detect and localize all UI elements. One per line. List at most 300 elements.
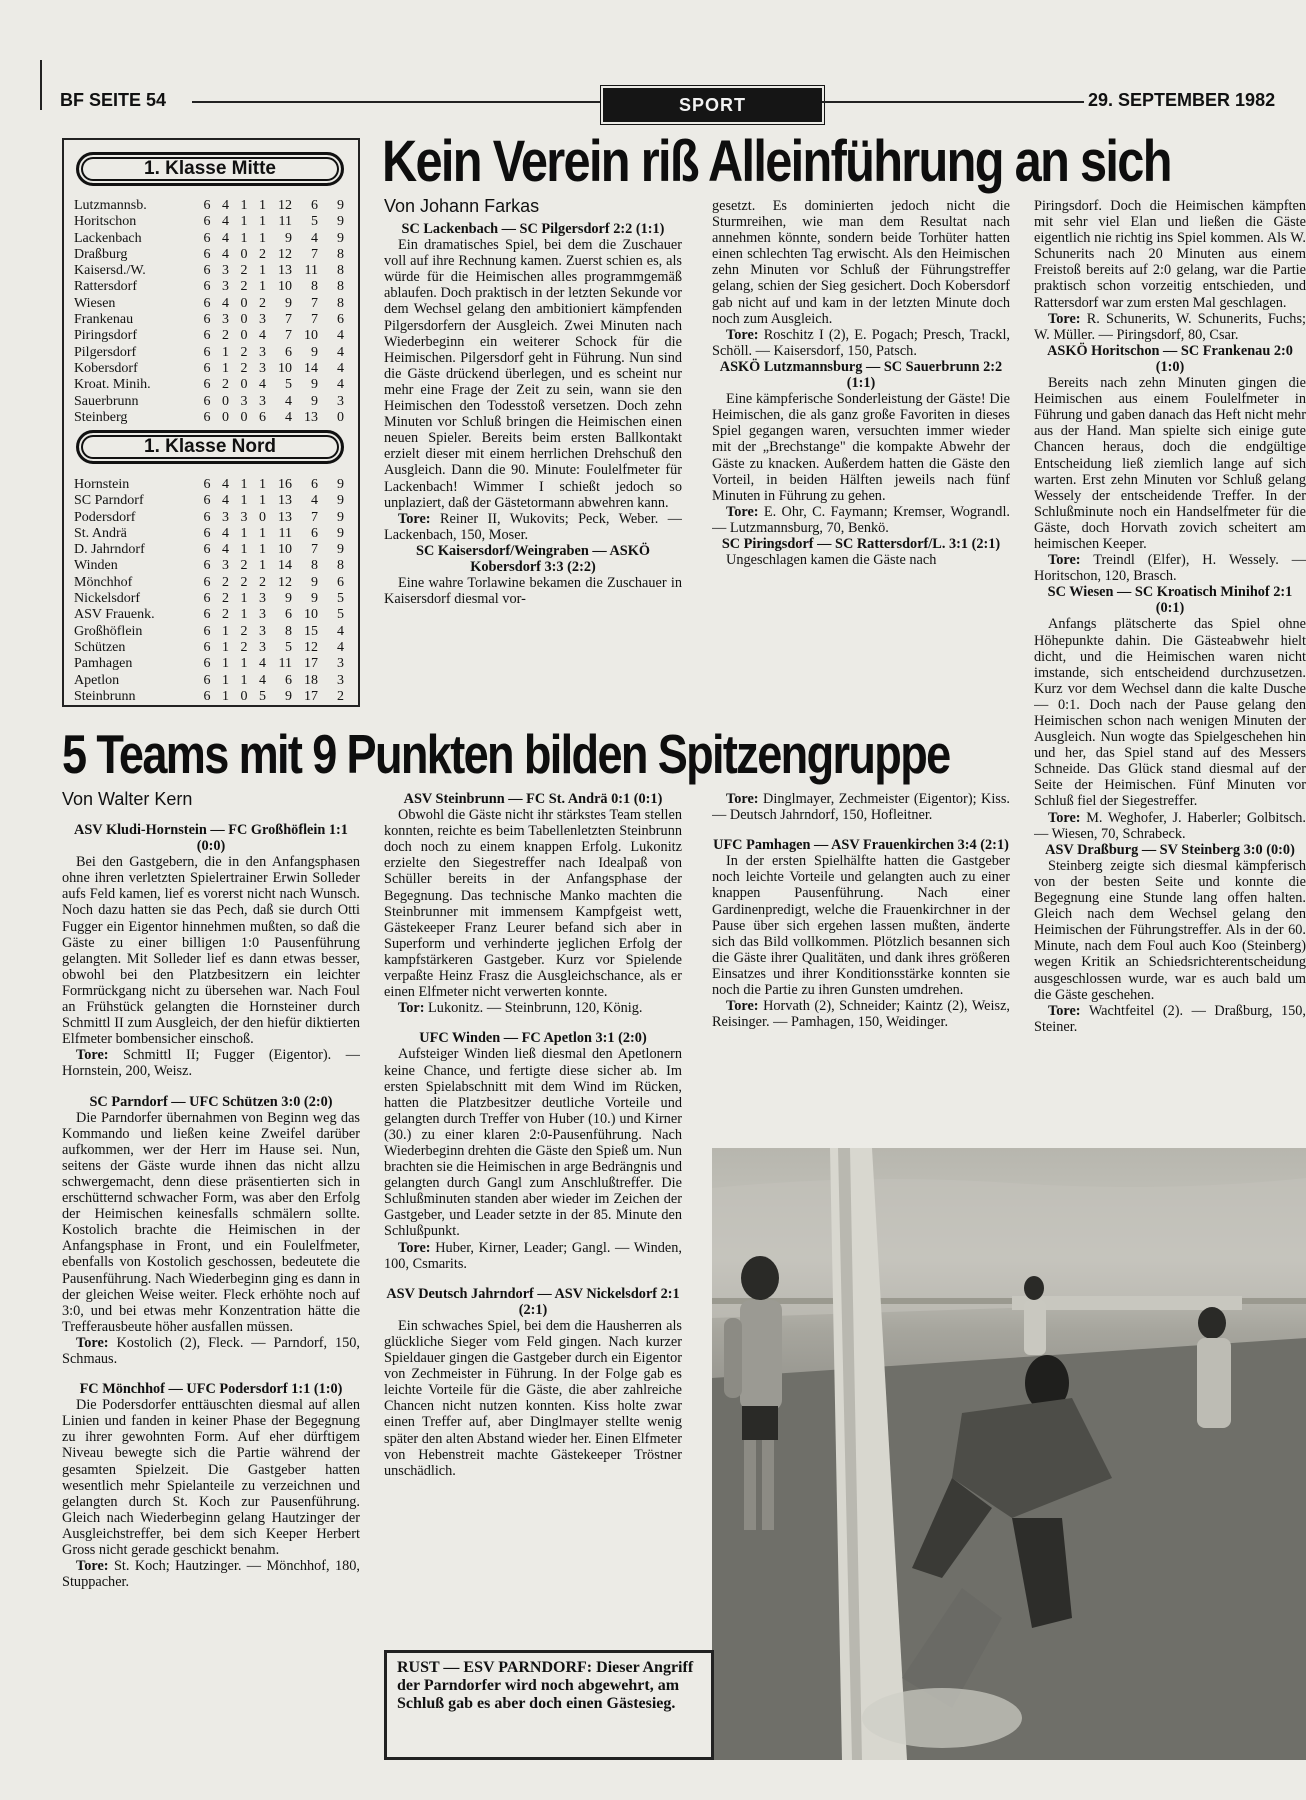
- table-row: [74, 575, 352, 591]
- table-cell: 10: [278, 279, 292, 295]
- table-cell: 2: [240, 360, 248, 376]
- table-cell: 0: [240, 246, 248, 262]
- table-cell: 9: [337, 198, 344, 213]
- team-name: Draßburg: [74, 246, 128, 262]
- table-cell: 11: [278, 525, 292, 541]
- table-cell: 3: [222, 558, 229, 574]
- table-cell: 16: [278, 477, 292, 492]
- table-cell: 10: [304, 328, 318, 344]
- table-cell: 6: [311, 198, 318, 213]
- match-photo: [712, 1148, 1306, 1760]
- match-heading: ASV Draßburg — SV Steinberg 3:0 (0:0): [1045, 841, 1295, 858]
- team-name: Kaisersd./W.: [74, 263, 146, 279]
- table-cell: 6: [203, 509, 211, 525]
- table-cell: 4: [222, 198, 229, 213]
- table-cell: 3: [222, 509, 229, 525]
- table-cell: 6: [285, 344, 292, 360]
- table-cell: 1: [240, 607, 248, 623]
- goals-text: Lukonitz. — Steinbrunn, 120, König.: [424, 1000, 643, 1017]
- team-name: Kobersdorf: [74, 360, 138, 376]
- goals-line: [1034, 552, 1306, 584]
- table-cell: 6: [203, 295, 211, 311]
- goals-label: Tore:: [1048, 809, 1081, 826]
- table-cell: 4: [222, 493, 229, 509]
- goals-text: Reiner II, Wukovits; Peck, Weber. — Lackenbach, 150, Moser.: [384, 510, 682, 543]
- table-cell: 1: [259, 542, 266, 558]
- table-cell: 5: [285, 639, 292, 655]
- table-cell: 4: [285, 409, 292, 425]
- goals-label: Tore:: [76, 1334, 109, 1351]
- table-row: [74, 510, 352, 526]
- team-name: SC Parndorf: [74, 493, 144, 509]
- goals-text: Kostolich (2), Fleck. — Parndorf, 150, Schmaus.: [62, 1334, 360, 1367]
- table-cell: 7: [311, 542, 318, 558]
- table-cell: 17: [304, 688, 318, 704]
- table-cell: 3: [337, 656, 344, 672]
- table-cell: 0: [240, 328, 248, 344]
- team-name: Hornstein: [74, 477, 130, 492]
- table-cell: 6: [337, 574, 344, 590]
- table-row: [74, 640, 352, 656]
- team-name: Sauerbrunn: [74, 393, 139, 409]
- standings-box: [62, 138, 360, 707]
- column-gap: [384, 1272, 682, 1286]
- table-cell: 2: [240, 279, 248, 295]
- table-cell: 9: [337, 477, 344, 492]
- table-row: [74, 328, 352, 344]
- table-cell: 2: [259, 295, 266, 311]
- table-cell: 6: [203, 246, 211, 262]
- section-label: SPORT: [603, 88, 822, 122]
- table-cell: 9: [311, 377, 318, 393]
- table-cell: 8: [311, 279, 318, 295]
- table-cell: 0: [240, 295, 248, 311]
- goals-text: St. Koch; Hautzinger. — Mönchhof, 180, Stuppacher.: [62, 1558, 360, 1591]
- table-row: [74, 394, 352, 410]
- table-cell: 11: [304, 263, 318, 279]
- table-cell: 2: [337, 688, 344, 704]
- table-row: [74, 656, 352, 672]
- table-cell: 6: [203, 623, 211, 639]
- goals-label: Tore:: [726, 998, 759, 1015]
- table-cell: 15: [304, 623, 318, 639]
- table-cell: 10: [278, 542, 292, 558]
- table-row: [74, 477, 352, 493]
- table-cell: 2: [222, 607, 229, 623]
- table-cell: 5: [285, 377, 292, 393]
- article-paragraph: Eine wahre Torlawine bekamen die Zuschauer in Kaisersdorf diesmal vor-: [384, 575, 682, 608]
- table-cell: 1: [259, 279, 266, 295]
- article-paragraph: Aufsteiger Winden ließ diesmal den Apetlonern keine Chance, und fertigte diese sicher ab. Im ersten Spielabschnitt mit dem Wind im Rücken, hatten die Platzbesitzer deutliche Vorteile und gelangten durch Treffer von Huber (10.) und Kirner (30.) zu einer klaren 2:0-Pausenführung. Nach Wiederbeginn drehten die Gäste den Spieß um. Nun brachten sie die Heimischen in arge Bedrängnis und gelangten durch Gangl zum Anschlußtreffer. Die Schlußminuten standen aber wieder im Zeichen der Gastgeber, und Leader setzte in der 85. Minute den Schlußpunkt.: [384, 1046, 682, 1240]
- table-cell: 1: [259, 477, 266, 492]
- table-cell: 6: [203, 198, 211, 213]
- table-cell: 4: [259, 656, 266, 672]
- table-cell: 7: [311, 312, 318, 328]
- table-cell: 6: [311, 477, 318, 492]
- goals-line: [712, 327, 1010, 359]
- table-cell: 4: [311, 493, 318, 509]
- article-paragraph: gesetzt. Es dominierten jedoch nicht die Sturmreihen, wie man dem Resultat nach annehmen könnte, sondern beide Torhüter hatten einen schlechten Tag erwischt. Als den Heimischen zehn Minuten vor Schluß der Führungstreffer gelang, schien der Sieg gesichert. Doch Kobersdorf gab nicht auf und kam in der letzten Minute doch noch zum Ausgleich.: [712, 198, 1010, 327]
- article-paragraph: In der ersten Spielhälfte hatten die Gastgeber noch leichte Vorteile und gelangten auch zu einer knappen Pausenführung. Nach einer Gardinenpredigt, welche die Frauenkirchner in der Pause über sich ergehen lassen mußten, änderte sich das Bild vollkommen. Plötzlich besannen sich die Gäste ihrer Qualitäten, und dank ihres größeren Einsatzes und ihrer Konditionsstärke konnten sie noch die Partie zu ihren Gunsten umdrehen.: [712, 853, 1010, 999]
- team-name: Kroat. Minih.: [74, 377, 151, 393]
- team-name: Horitschon: [74, 214, 137, 230]
- article-paragraph: Bei den Gastgebern, die in den Anfangsphasen ohne ihren verletzten Spielertrainer Erwin Solleder aufs Feld kamen, lief es vorerst nicht nach Wunsch. Noch dazu hatten sie das Pech, daß sie durch Otti Fugger ein Eigentor hinnehmen mußten, so daß die Gäste zu einer billigen 1:0 Pausenführung gelangten. Mit Solleder lief es dann etwas besser, obwohl bei den Platzbesitzern ein leichter Formrückgang nicht zu übersehen war. Nach Foul an Frühstück gelangten die Hornsteiner durch Schmittl II zum Ausgleich, der den hiefür diktierten Elfmeter bombensicher einschoß.: [62, 854, 360, 1048]
- table-cell: 9: [311, 393, 318, 409]
- table-cell: 7: [311, 246, 318, 262]
- article-paragraph: Obwohl die Gäste nicht ihr stärkstes Team stellen konnten, reichte es beim Tabellenletzten Steinbrunn doch noch zu einem knappen Erfolg. Lukonitz erzielte den Siegestreffer nach Idealpaß von Schüller bereits in der Anfangsphase der Begegnung. Das technische Manko machten die Steinbrunner mit immensem Kampfgeist wett, Gästekeeper Franz Leurer befand sich aber in Superform und verhinderte jeglichen Erfolg der kampfstärkeren Gastgeber. Kurz vor Spielende verpaßte Heinz Frasz die Ausgleichschance, als er einen Elfmeter nicht verwerten konnte.: [384, 807, 682, 1001]
- table-cell: 6: [203, 607, 211, 623]
- table-row: [74, 493, 352, 509]
- goals-label: Tore:: [398, 510, 431, 527]
- article-paragraph: Die Parndorfer übernahmen von Beginn weg das Kommando und ließen keine Zweifel darüber aufkommen, wer der Herr im Hause sei. Nun, seitens der Gäste wurde ihnen das nicht allzu schwergemacht, denn diese präsentierten sich in erschütternd schwacher Form, was aber den Erfolg der Heimischen keinesfalls schmälern sollte. Kostolich brachte die Heimischen in der Anfangsphase in Front, und ein Foulelfmeter, ebenfalls von Kostolich geschossen, bedeutete die Pausenführung. Nach Wiederbeginn ging es dann in der gleichen Weise weiter. Fleck erhöhte noch auf 3:0, und bei etwas mehr Konzentration hätte die Trefferausbeute höher ausfallen müssen.: [62, 1109, 360, 1335]
- table-row: [74, 296, 352, 312]
- table-row: [74, 247, 352, 263]
- table-cell: 4: [337, 328, 344, 344]
- table-cell: 3: [337, 672, 344, 688]
- match-heading: SC Kaisersdorf/Weingraben — ASKÖ Kobersdorf 3:3 (2:2): [416, 542, 650, 575]
- table-cell: 1: [259, 214, 266, 230]
- table-cell: 8: [337, 279, 344, 295]
- table-cell: 1: [259, 230, 266, 246]
- table-cell: 2: [240, 639, 248, 655]
- table-cell: 2: [240, 623, 248, 639]
- table-cell: 9: [285, 591, 292, 607]
- table-cell: 9: [285, 688, 292, 704]
- table-row: [74, 607, 352, 623]
- table-cell: 9: [311, 591, 318, 607]
- table-cell: 6: [203, 409, 211, 425]
- table-cell: 6: [203, 493, 211, 509]
- table-cell: 5: [259, 688, 266, 704]
- table-row: [74, 591, 352, 607]
- table-cell: 0: [240, 409, 248, 425]
- column-gap: [62, 1367, 360, 1381]
- table-cell: 2: [259, 574, 266, 590]
- team-name: Lackenbach: [74, 230, 142, 246]
- table-cell: 0: [240, 377, 248, 393]
- table-cell: 6: [203, 279, 211, 295]
- match-heading: UFC Pamhagen — ASV Frauenkirchen 3:4 (2:1): [713, 837, 1009, 854]
- match-heading: ASV Kludi-Hornstein — FC Großhöflein 1:1 (0:0): [74, 822, 348, 855]
- table-cell: 4: [311, 230, 318, 246]
- goals-text: Horvath (2), Schneider; Kaintz (2), Weisz, Reisinger. — Pamhagen, 150, Weidinger.: [712, 998, 1010, 1031]
- standings-mitte: [74, 198, 352, 426]
- table-cell: 13: [278, 509, 292, 525]
- table-cell: 3: [259, 393, 266, 409]
- page-left-edge-mark: [40, 60, 42, 110]
- table-cell: 6: [203, 574, 211, 590]
- standings-nord: [74, 477, 352, 705]
- table-cell: 0: [222, 393, 229, 409]
- table-cell: 4: [259, 377, 266, 393]
- table-cell: 10: [304, 607, 318, 623]
- team-name: Steinbrunn: [74, 688, 136, 704]
- table-cell: 6: [203, 263, 211, 279]
- table-cell: 0: [337, 409, 344, 425]
- article-paragraph: Anfangs plätscherte das Spiel ohne Höhepunkte dahin. Die Gästeabwehr hielt dicht, und die Heimischen waren nicht imstande, sich entscheidend durchzusetzen. Kurz vor dem Wechsel dann die kalte Dusche — 0:1. Doch nach der Pause gelang den Heimischen schon nach wenigen Minuten der Ausgleich. Nun wogte das Spielgeschehen hin und her, das Spiel stand auf des Messers Schneide. Das Glück stand diesmal auf der Seite der Heimischen. Fünf Minuten vor Schluß fiel der Siegestreffer.: [1034, 616, 1306, 810]
- article2-column-2: [384, 791, 682, 1641]
- header-rule-right: [822, 101, 1084, 103]
- table-cell: 6: [285, 672, 292, 688]
- match-heading: SC Piringsdorf — SC Rattersdorf/L. 3:1 (2:1): [721, 535, 1001, 552]
- goals-line: [384, 511, 682, 543]
- goals-label: Tore:: [726, 326, 759, 343]
- table-cell: 3: [240, 509, 248, 525]
- goals-line: [384, 1240, 682, 1272]
- table-cell: 9: [337, 542, 344, 558]
- table-cell: 1: [222, 688, 229, 704]
- table-cell: 6: [203, 312, 211, 328]
- team-name: Podersdorf: [74, 509, 136, 525]
- goals-line: [1034, 1003, 1306, 1035]
- table-cell: 1: [259, 558, 266, 574]
- goals-label: Tore:: [1048, 310, 1081, 327]
- table-cell: 3: [222, 279, 229, 295]
- table-row: [74, 198, 352, 214]
- team-name: Winden: [74, 558, 118, 574]
- team-name: Wiesen: [74, 295, 116, 311]
- table-cell: 6: [285, 607, 292, 623]
- table-row: [74, 345, 352, 361]
- article-paragraph: Ein schwaches Spiel, bei dem die Hausherren als glückliche Sieger vom Feld gingen. Nach kurzer Spieldauer gingen die Gastgeber durch ein Eigentor von Zechmeister in Führung. In der Folge gab es leichte Vorteile für die Gäste, die aber zahlreiche Chancen nicht nutzen konnten. Kiss holte zwar einen Treffer auf, aber Dinglmayer stellte wenig später den alten Abstand wieder her. Einen Elfmeter von Hebenstreit machte Gästekeeper Tröstner unschädlich.: [384, 1317, 682, 1479]
- team-name: Pilgersdorf: [74, 344, 137, 360]
- table-cell: 6: [203, 672, 211, 688]
- table-cell: 4: [222, 214, 229, 230]
- goals-label: Tore:: [726, 503, 759, 520]
- goals-line: [62, 1335, 360, 1367]
- table-cell: 3: [259, 360, 266, 376]
- table-cell: 2: [259, 246, 266, 262]
- table-cell: 2: [240, 344, 248, 360]
- column-gap: [62, 1080, 360, 1094]
- article1-column-3: [1034, 198, 1306, 1128]
- match-heading: FC Mönchhof — UFC Podersdorf 1:1 (1:0): [79, 1381, 343, 1398]
- table-cell: 3: [337, 393, 344, 409]
- table-cell: 9: [285, 230, 292, 246]
- team-name: Apetlon: [74, 672, 120, 688]
- team-name: Großhöflein: [74, 623, 143, 639]
- table-cell: 1: [222, 672, 229, 688]
- byline-1: Von Johann Farkas: [384, 196, 540, 216]
- table-row: [74, 263, 352, 279]
- issue-date: 29. SEPTEMBER 1982: [1088, 90, 1276, 110]
- table-cell: 4: [285, 393, 292, 409]
- goals-text: M. Weghofer, J. Haberler; Golbitsch. — Wiesen, 70, Schrabeck.: [1034, 809, 1306, 842]
- table-cell: 18: [304, 672, 318, 688]
- table-cell: 3: [240, 393, 248, 409]
- table-cell: 4: [337, 360, 344, 376]
- goals-text: Schmittl II; Fugger (Eigentor). — Hornstein, 200, Weisz.: [62, 1047, 360, 1080]
- match-heading: ASKÖ Lutzmannsburg — SC Sauerbrunn 2:2 (1:1): [719, 358, 1003, 392]
- table-row: [74, 361, 352, 377]
- team-name: Nickelsdorf: [74, 591, 141, 607]
- table-cell: 4: [259, 672, 266, 688]
- table-cell: 5: [337, 591, 344, 607]
- table-cell: 6: [203, 344, 211, 360]
- table-title-mitte: 1. Klasse Mitte: [76, 152, 344, 186]
- table-cell: 12: [278, 574, 292, 590]
- match-heading: SC Lackenbach — SC Pilgersdorf 2:2 (1:1): [401, 221, 665, 237]
- table-cell: 1: [240, 656, 248, 672]
- table-cell: 6: [203, 230, 211, 246]
- table-cell: 6: [203, 688, 211, 704]
- table-cell: 1: [240, 198, 248, 213]
- table-cell: 3: [222, 263, 229, 279]
- table-cell: 10: [278, 360, 292, 376]
- goals-text: Roschitz I (2), E. Pogach; Presch, Trackl, Schöll. — Kaisersdorf, 150, Patsch.: [712, 326, 1010, 359]
- table-cell: 3: [259, 312, 266, 328]
- article2-column-3: [712, 791, 1010, 1136]
- goals-line: [62, 1047, 360, 1079]
- table-cell: 9: [337, 525, 344, 541]
- table-cell: 4: [337, 377, 344, 393]
- table-cell: 0: [259, 509, 266, 525]
- article-paragraph: Eine kämpferische Sonderleistung der Gäste! Die Heimischen, die als ganz große Favoriten in dieses Spiel gegangen waren, versuchten immer wieder mit der „Brechstange" die kompakte Abwehr der Gäste zu knacken. Außerdem hatten die Gäste den Vorteil, in beiden Hälften jeweils nach fünf Minuten in Führung zu gehen.: [712, 391, 1010, 504]
- team-name: Schützen: [74, 639, 126, 655]
- table-cell: 3: [222, 312, 229, 328]
- table-cell: 6: [311, 525, 318, 541]
- table-cell: 6: [203, 377, 211, 393]
- table-cell: 6: [203, 639, 211, 655]
- table-row: [74, 231, 352, 247]
- goals-text: Huber, Kirner, Leader; Gangl. — Winden, 100, Csmarits.: [384, 1239, 682, 1272]
- table-cell: 8: [311, 558, 318, 574]
- match-photo-image: [712, 1148, 1306, 1760]
- table-cell: 9: [311, 574, 318, 590]
- goals-line: [1034, 311, 1306, 343]
- table-cell: 4: [337, 639, 344, 655]
- table-cell: 3: [259, 591, 266, 607]
- goals-line: [712, 791, 1010, 823]
- goals-line: [712, 998, 1010, 1030]
- table-cell: 13: [278, 493, 292, 509]
- table-row: [74, 377, 352, 393]
- table-cell: 5: [311, 214, 318, 230]
- goals-label: Tor:: [398, 1000, 425, 1017]
- goals-text: Dinglmayer, Zechmeister (Eigentor); Kiss. — Deutsch Jahrndorf, 150, Hofleitner.: [712, 791, 1010, 824]
- table-cell: 12: [278, 198, 292, 213]
- table-cell: 6: [203, 558, 211, 574]
- table-cell: 2: [240, 558, 248, 574]
- table-cell: 12: [304, 639, 318, 655]
- table-cell: 3: [259, 344, 266, 360]
- table-cell: 1: [259, 525, 266, 541]
- goals-line: [384, 1000, 682, 1016]
- table-cell: 9: [337, 214, 344, 230]
- headline-1: Kein Verein riß Alleinführung an sich: [382, 129, 1171, 194]
- table-cell: 14: [304, 360, 318, 376]
- table-cell: 9: [337, 230, 344, 246]
- table-cell: 13: [278, 263, 292, 279]
- table-row: [74, 689, 352, 705]
- table-cell: 2: [240, 263, 248, 279]
- table-cell: 4: [222, 295, 229, 311]
- table-cell: 1: [240, 542, 248, 558]
- team-name: Piringsdorf: [74, 328, 137, 344]
- team-name: D. Jahrndorf: [74, 542, 145, 558]
- table-cell: 4: [222, 230, 229, 246]
- table-title-nord: 1. Klasse Nord: [76, 430, 344, 464]
- table-cell: 8: [337, 246, 344, 262]
- goals-label: Tore:: [1048, 1002, 1081, 1019]
- team-name: ASV Frauenk.: [74, 607, 155, 623]
- table-cell: 7: [311, 509, 318, 525]
- table-cell: 1: [240, 477, 248, 492]
- table-cell: 6: [203, 393, 211, 409]
- table-cell: 6: [203, 525, 211, 541]
- table-cell: 6: [203, 214, 211, 230]
- article-paragraph: Die Podersdorfer enttäuschten diesmal auf allen Linien und fanden in keiner Phase der Begegnung zu ihrer gewohnten Form. Auf eher dürftigem Niveau bewegte sich die Partie während der gesamten Spielzeit. Die Gastgeber hatten wesentlich mehr Spielanteile zu verzeichnen und gelangten durch St. Koch zur Pausenführung. Gleich nach Wiederbeginn gelang Hautzinger der Ausgleichstreffer, bei dem sich Keeper Herbert Gross nicht gerade geschickt benahm.: [62, 1397, 360, 1559]
- article-paragraph: Ungeschlagen kamen die Gäste nach: [726, 552, 937, 569]
- table-cell: 1: [240, 493, 248, 509]
- goals-label: Tore:: [398, 1239, 431, 1256]
- table-cell: 8: [337, 295, 344, 311]
- table-cell: 14: [278, 558, 292, 574]
- table-cell: 8: [285, 623, 292, 639]
- table-cell: 6: [203, 328, 211, 344]
- table-cell: 2: [240, 574, 248, 590]
- table-cell: 1: [222, 623, 229, 639]
- table-cell: 4: [222, 246, 229, 262]
- goals-text: Wachtfeitel (2). — Draßburg, 150, Steiner.: [1034, 1002, 1306, 1035]
- table-cell: 6: [203, 542, 211, 558]
- table-row: [74, 410, 352, 426]
- table-cell: 13: [304, 409, 318, 425]
- table-cell: 7: [285, 312, 292, 328]
- table-cell: 12: [278, 246, 292, 262]
- table-row: [74, 312, 352, 328]
- table-cell: 1: [259, 198, 266, 213]
- table-cell: 9: [337, 509, 344, 525]
- goals-line: [712, 504, 1010, 536]
- table-row: [74, 673, 352, 689]
- table-cell: 7: [311, 295, 318, 311]
- table-cell: 1: [222, 344, 229, 360]
- goals-label: Tore:: [76, 1558, 109, 1575]
- goals-text: Treindl (Elfer), H. Wessely. — Horitschon, 120, Brasch.: [1034, 552, 1306, 585]
- table-cell: 5: [337, 607, 344, 623]
- table-cell: 2: [222, 574, 229, 590]
- table-cell: 8: [337, 558, 344, 574]
- table-cell: 6: [203, 477, 211, 492]
- article-paragraph: Ein dramatisches Spiel, bei dem die Zuschauer voll auf ihre Rechnung kamen. Zuerst schien es, als würde für die Heimischen alles programmgemäß ablaufen. Doch praktisch in der letzten Sekunde vor dem Wechsel gelang den ambitioniert kämpfenden Pilgersdorfern der Ausgleich. Zwei Minuten nach Wiederbeginn ein weiterer Schock für die Heimischen. Pilgersdorf geht in Führung. Nun sind die Gäste drückend überlegen, und es scheint nur mehr eine Frage der Zeit zu sein, wann sie den Heimischen den Todesstoß versetzen. Doch zehn Minuten vor Schluß bringen die Heimischen einen neuen Spieler. Bereits beim ersten Ballkontakt erzielt dieser mit einem herrlichen Drehschuß den Ausgleich. Dann die 90. Minute: Foulelfmeter für Lackenbach! Wimmer I schießt jedoch so unplaziert, daß der Gästetormann abwehren kann.: [384, 237, 682, 511]
- table-cell: 4: [222, 542, 229, 558]
- table-cell: 9: [285, 295, 292, 311]
- table-row: [74, 542, 352, 558]
- table-cell: 1: [240, 525, 248, 541]
- team-name: St. Andrä: [74, 525, 127, 541]
- table-cell: 0: [240, 688, 248, 704]
- article-paragraph: Steinberg zeigte sich diesmal kämpferisch von der besten Seite und konnte die Begegnung eine Stunde lang offen halten. Gleich nach dem Wechsel gelang den Heimischen der Führungstreffer. Als in der 60. Minute, nach dem Foul auch Koo (Steinberg) wegen Kritik an Schiedsrichterentscheidung ausgeschlossen wurde, war es auch bald um die Gäste geschehen.: [1034, 857, 1306, 1003]
- goals-line: [62, 1558, 360, 1590]
- table-cell: 9: [311, 344, 318, 360]
- table-cell: 0: [240, 312, 248, 328]
- table-row: [74, 558, 352, 574]
- table-cell: 9: [337, 493, 344, 509]
- table-cell: 1: [222, 656, 229, 672]
- table-cell: 6: [259, 409, 266, 425]
- article2-column-1: [62, 822, 360, 1782]
- table-cell: 1: [240, 672, 248, 688]
- headline-2: 5 Teams mit 9 Punkten bilden Spitzengruppe: [62, 723, 950, 785]
- table-cell: 4: [259, 328, 266, 344]
- byline-2: Von Walter Kern: [62, 789, 193, 809]
- article1-column-2: [712, 198, 1010, 705]
- table-cell: 4: [337, 344, 344, 360]
- table-cell: 3: [259, 639, 266, 655]
- table-cell: 8: [337, 263, 344, 279]
- table-row: [74, 279, 352, 295]
